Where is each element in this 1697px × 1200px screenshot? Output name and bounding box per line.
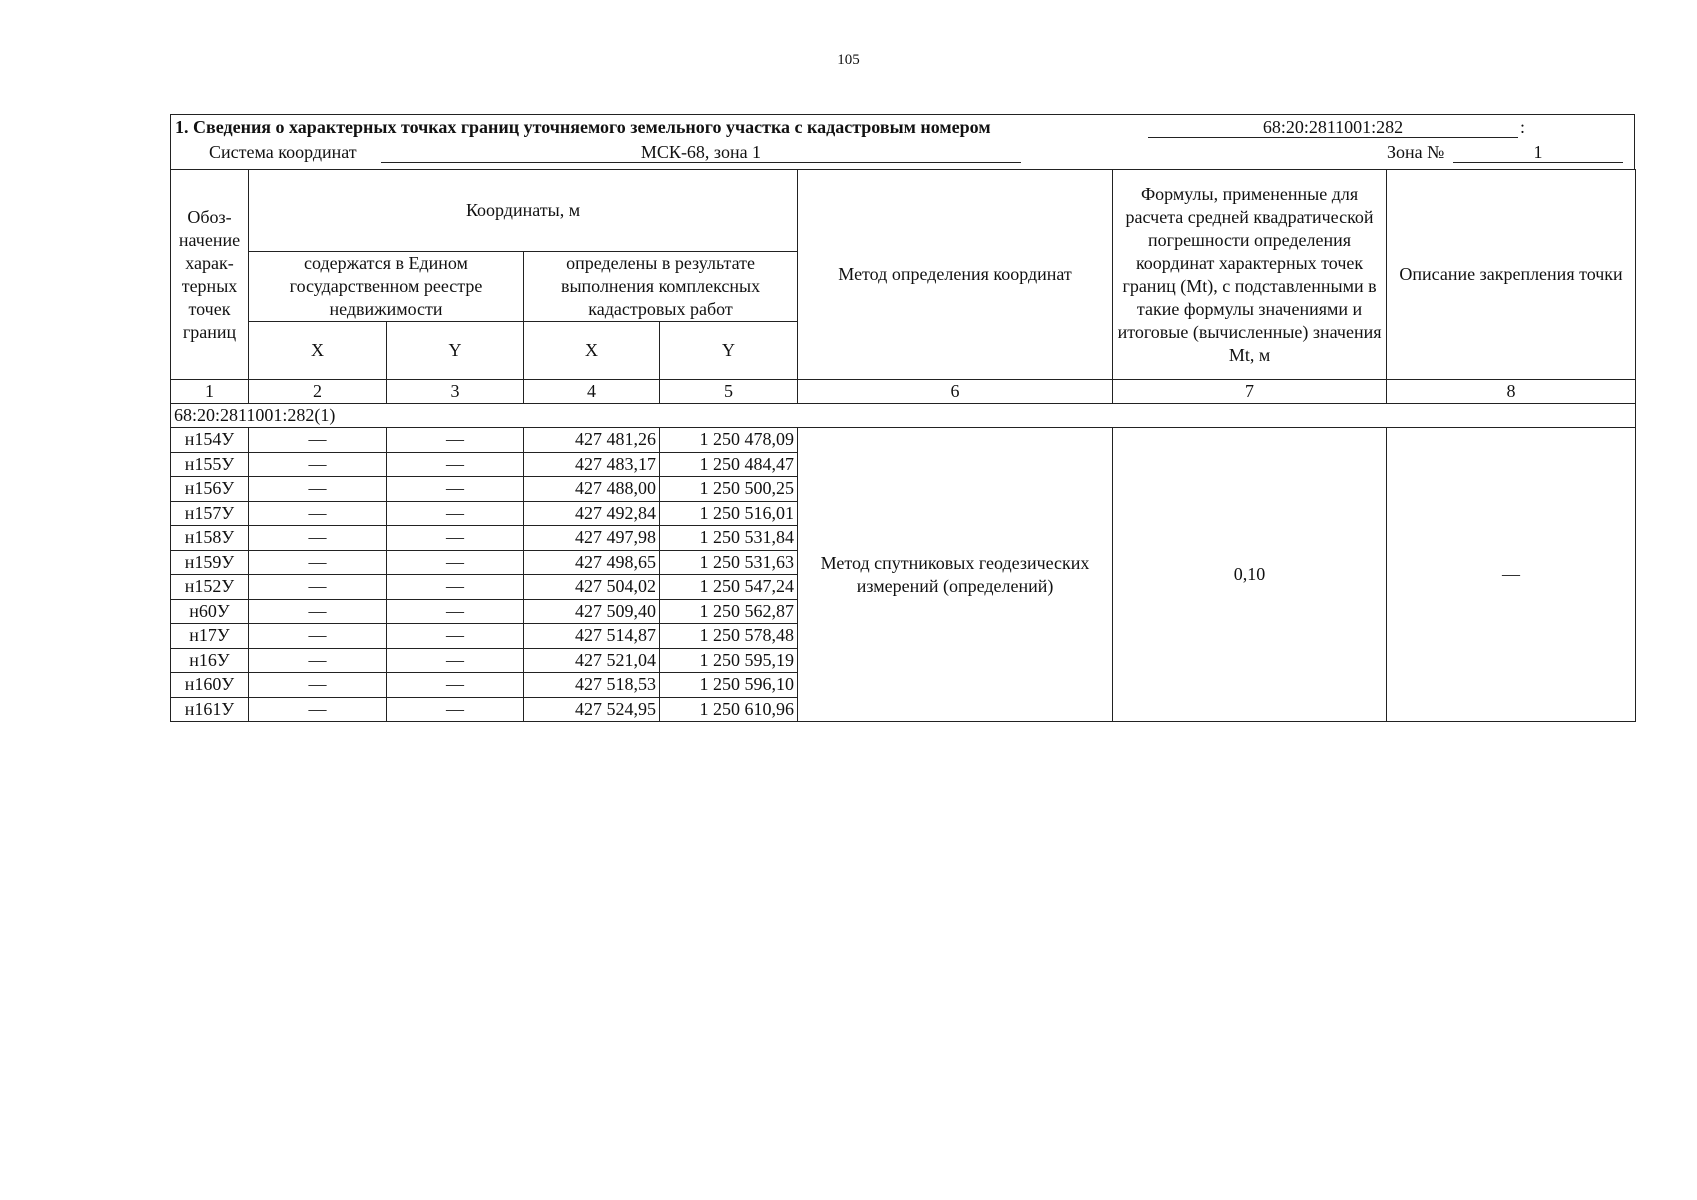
y-registry-cell: — (387, 648, 524, 673)
y-coordinate-cell: 1 250 531,63 (660, 550, 798, 575)
point-id-cell: н161У (171, 697, 249, 722)
y-registry-cell: — (387, 501, 524, 526)
method-cell: Метод спутниковых геодезических измерений (определений) (798, 428, 1113, 722)
y-coordinate-cell: 1 250 531,84 (660, 526, 798, 551)
y-coordinate-cell: 1 250 484,47 (660, 452, 798, 477)
point-id-cell: н17У (171, 624, 249, 649)
section-header (170, 114, 1635, 169)
point-id-cell: н154У (171, 428, 249, 453)
col-header-in-registry: содержатся в Едином государственном реестре недвижимости (249, 252, 524, 322)
y-coordinate-cell: 1 250 596,10 (660, 673, 798, 698)
point-id-cell: н158У (171, 526, 249, 551)
column-number: 7 (1113, 380, 1387, 404)
col-header-formulas: Формулы, примененные для расчета средней квадратической погрешности определения координат характерных точек границ (Mt), с подставленными в такие формулы значениями и итоговые (вычисленные) значения Mt, м (1113, 170, 1387, 380)
col-header-method: Метод определения координат (798, 170, 1113, 380)
x-registry-cell: — (249, 624, 387, 649)
section-label: 68:20:2811001:282(1) (171, 404, 1636, 428)
col-header-y-registry: Y (387, 322, 524, 380)
col-header-x-determined: X (524, 322, 660, 380)
column-number: 4 (524, 380, 660, 404)
x-coordinate-cell: 427 509,40 (524, 599, 660, 624)
cadastral-number-field: 68:20:2811001:282 (1148, 117, 1518, 138)
x-registry-cell: — (249, 501, 387, 526)
y-coordinate-cell: 1 250 478,09 (660, 428, 798, 453)
cadastral-points-sheet (170, 114, 1635, 722)
point-id-cell: н156У (171, 477, 249, 502)
col-header-determined: определены в результате выполнения комплексных кадастровых работ (524, 252, 798, 322)
y-registry-cell: — (387, 599, 524, 624)
x-coordinate-cell: 427 492,84 (524, 501, 660, 526)
y-coordinate-cell: 1 250 500,25 (660, 477, 798, 502)
point-id-cell: н16У (171, 648, 249, 673)
col-header-coordinates: Координаты, м (249, 170, 798, 252)
y-registry-cell: — (387, 575, 524, 600)
y-registry-cell: — (387, 673, 524, 698)
x-coordinate-cell: 427 518,53 (524, 673, 660, 698)
points-table-body (171, 428, 1636, 722)
mt-value-cell: 0,10 (1113, 428, 1387, 722)
column-number: 5 (660, 380, 798, 404)
col-header-y-determined: Y (660, 322, 798, 380)
y-registry-cell: — (387, 428, 524, 453)
col-header-designation: Обоз-начение харак-терных точек границ (171, 170, 249, 380)
section-title: 1. Сведения о характерных точках границ уточняемого земельного участка с кадастровым номером (175, 117, 991, 137)
column-number: 1 (171, 380, 249, 404)
zone-label: Зона № (1387, 142, 1445, 162)
point-id-cell: н155У (171, 452, 249, 477)
col-header-description: Описание закрепления точки (1387, 170, 1636, 380)
x-registry-cell: — (249, 550, 387, 575)
column-number: 6 (798, 380, 1113, 404)
column-number: 8 (1387, 380, 1636, 404)
points-table (170, 169, 1636, 722)
x-registry-cell: — (249, 648, 387, 673)
coord-system-label: Система координат (209, 142, 357, 162)
y-registry-cell: — (387, 697, 524, 722)
x-coordinate-cell: 427 488,00 (524, 477, 660, 502)
x-registry-cell: — (249, 673, 387, 698)
point-id-cell: н157У (171, 501, 249, 526)
y-coordinate-cell: 1 250 578,48 (660, 624, 798, 649)
x-coordinate-cell: 427 483,17 (524, 452, 660, 477)
x-coordinate-cell: 427 514,87 (524, 624, 660, 649)
x-registry-cell: — (249, 575, 387, 600)
x-registry-cell: — (249, 477, 387, 502)
y-registry-cell: — (387, 550, 524, 575)
point-id-cell: н152У (171, 575, 249, 600)
col-header-x-registry: X (249, 322, 387, 380)
description-cell: — (1387, 428, 1636, 722)
page-number: 105 (837, 52, 860, 68)
point-id-cell: н160У (171, 673, 249, 698)
y-coordinate-cell: 1 250 595,19 (660, 648, 798, 673)
x-registry-cell: — (249, 697, 387, 722)
point-id-cell: н159У (171, 550, 249, 575)
y-registry-cell: — (387, 452, 524, 477)
x-coordinate-cell: 427 481,26 (524, 428, 660, 453)
y-registry-cell: — (387, 624, 524, 649)
column-number: 3 (387, 380, 524, 404)
table-row (171, 428, 1636, 453)
x-registry-cell: — (249, 452, 387, 477)
column-number: 2 (249, 380, 387, 404)
x-coordinate-cell: 427 524,95 (524, 697, 660, 722)
y-coordinate-cell: 1 250 547,24 (660, 575, 798, 600)
x-registry-cell: — (249, 599, 387, 624)
y-registry-cell: — (387, 477, 524, 502)
x-coordinate-cell: 427 504,02 (524, 575, 660, 600)
zone-field: 1 (1453, 142, 1623, 163)
coord-system-field: МСК-68, зона 1 (381, 142, 1021, 163)
column-numbers-row (171, 380, 1636, 404)
y-coordinate-cell: 1 250 562,87 (660, 599, 798, 624)
x-coordinate-cell: 427 497,98 (524, 526, 660, 551)
point-id-cell: н60У (171, 599, 249, 624)
x-registry-cell: — (249, 428, 387, 453)
cadastral-colon: : (1520, 117, 1526, 137)
y-coordinate-cell: 1 250 610,96 (660, 697, 798, 722)
x-registry-cell: — (249, 526, 387, 551)
x-coordinate-cell: 427 521,04 (524, 648, 660, 673)
y-registry-cell: — (387, 526, 524, 551)
x-coordinate-cell: 427 498,65 (524, 550, 660, 575)
section-row (171, 404, 1636, 428)
y-coordinate-cell: 1 250 516,01 (660, 501, 798, 526)
